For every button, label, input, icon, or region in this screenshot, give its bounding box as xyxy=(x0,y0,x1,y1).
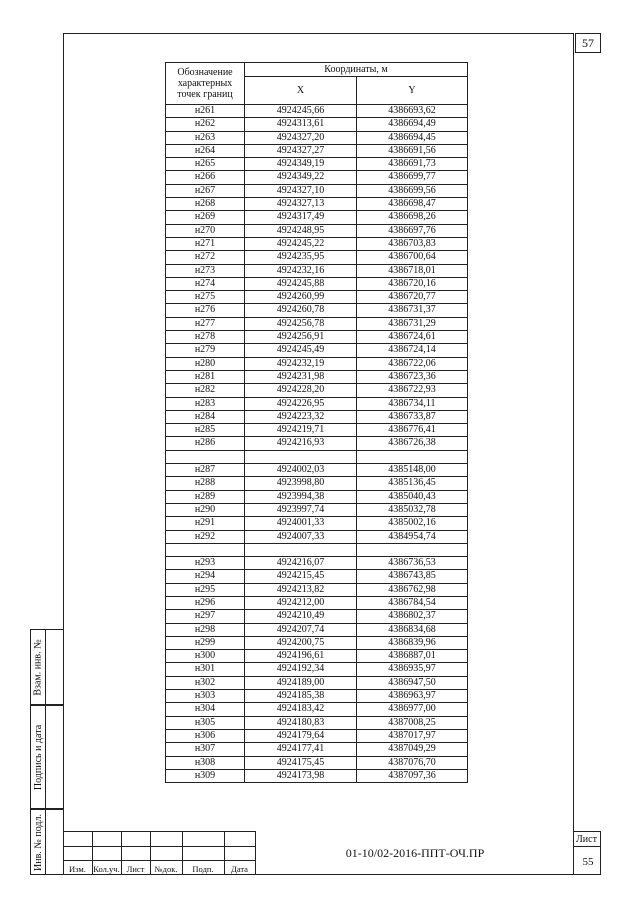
point-name-cell: н270 xyxy=(166,224,245,237)
table-row xyxy=(166,676,468,689)
point-name-cell: н266 xyxy=(166,171,245,184)
y-cell: 4386834,68 xyxy=(357,623,468,636)
y-cell: 4386718,01 xyxy=(357,264,468,277)
side-stamp-inv-podl xyxy=(30,809,63,875)
y-cell: 4386697,76 xyxy=(357,224,468,237)
x-cell: 4924180,83 xyxy=(245,716,357,729)
point-name-cell: н286 xyxy=(166,437,245,450)
point-name-cell: н263 xyxy=(166,131,245,144)
table-row xyxy=(166,370,468,383)
side-stamp-podpis xyxy=(30,705,63,809)
x-cell: 4924235,95 xyxy=(245,251,357,264)
point-name-cell: н306 xyxy=(166,729,245,742)
x-cell: 4924207,74 xyxy=(245,623,357,636)
point-name-cell: н285 xyxy=(166,424,245,437)
point-name-cell: н301 xyxy=(166,663,245,676)
table-row xyxy=(166,144,468,157)
table-row xyxy=(166,503,468,516)
point-name-cell: н300 xyxy=(166,650,245,663)
y-cell: 4385148,00 xyxy=(357,464,468,477)
x-cell: 4924327,20 xyxy=(245,131,357,144)
table-row xyxy=(166,264,468,277)
table-row xyxy=(166,557,468,570)
table-row xyxy=(166,410,468,423)
point-name-cell: н304 xyxy=(166,703,245,716)
y-cell: 4387008,25 xyxy=(357,716,468,729)
point-name-cell: н274 xyxy=(166,277,245,290)
point-name-cell: н273 xyxy=(166,264,245,277)
point-name-cell xyxy=(166,543,245,556)
table-row xyxy=(166,530,468,543)
y-cell: 4385002,16 xyxy=(357,517,468,530)
sheet-number: 55 xyxy=(582,856,594,868)
x-cell: 4924313,61 xyxy=(245,118,357,131)
point-name-cell: н292 xyxy=(166,530,245,543)
table-row xyxy=(166,317,468,330)
table-row xyxy=(166,344,468,357)
y-cell: 4386733,87 xyxy=(357,410,468,423)
table-row xyxy=(166,517,468,530)
x-cell: 4924248,95 xyxy=(245,224,357,237)
y-cell: 4386699,56 xyxy=(357,184,468,197)
x-cell: 4923998,80 xyxy=(245,477,357,490)
table-row xyxy=(166,397,468,410)
y-cell: 4386726,38 xyxy=(357,437,468,450)
table-row xyxy=(166,105,468,118)
table-row xyxy=(166,636,468,649)
y-cell xyxy=(357,450,468,463)
point-name-cell: н272 xyxy=(166,251,245,264)
point-name-cell: н282 xyxy=(166,384,245,397)
document-code: 01-10/02-2016-ППТ-ОЧ.ПР xyxy=(345,846,485,860)
point-name-cell: н291 xyxy=(166,517,245,530)
point-name-cell: н265 xyxy=(166,158,245,171)
y-cell: 4386947,50 xyxy=(357,676,468,689)
x-cell: 4924196,61 xyxy=(245,650,357,663)
point-name-cell: н264 xyxy=(166,144,245,157)
x-cell: 4924216,07 xyxy=(245,557,357,570)
table-row xyxy=(166,251,468,264)
table-row xyxy=(166,118,468,131)
y-cell: 4386703,83 xyxy=(357,237,468,250)
table-row xyxy=(166,703,468,716)
table-row xyxy=(166,663,468,676)
coordinates-table xyxy=(165,62,468,783)
y-cell: 4386691,56 xyxy=(357,144,468,157)
x-cell: 4924349,19 xyxy=(245,158,357,171)
table-row xyxy=(166,304,468,317)
table-row xyxy=(166,583,468,596)
x-cell: 4924183,42 xyxy=(245,703,357,716)
point-name-cell: н279 xyxy=(166,344,245,357)
point-name-cell: н262 xyxy=(166,118,245,131)
tb-label-izm: Изм. xyxy=(69,864,86,874)
y-cell: 4386691,73 xyxy=(357,158,468,171)
x-cell: 4924215,45 xyxy=(245,570,357,583)
table-row xyxy=(166,464,468,477)
y-cell: 4386700,64 xyxy=(357,251,468,264)
table-row xyxy=(166,277,468,290)
y-cell: 4386694,45 xyxy=(357,131,468,144)
x-cell: 4924327,27 xyxy=(245,144,357,157)
y-cell: 4386977,00 xyxy=(357,703,468,716)
table-row xyxy=(166,198,468,211)
y-cell: 4386935,97 xyxy=(357,663,468,676)
table-row xyxy=(166,237,468,250)
x-cell: 4924245,88 xyxy=(245,277,357,290)
x-cell: 4924189,00 xyxy=(245,676,357,689)
x-cell: 4924223,32 xyxy=(245,410,357,423)
table-row xyxy=(166,437,468,450)
x-cell: 4924260,99 xyxy=(245,291,357,304)
point-name-cell: н297 xyxy=(166,610,245,623)
coordinates-table-body xyxy=(166,105,468,783)
table-row xyxy=(166,596,468,609)
table-row xyxy=(166,291,468,304)
x-cell: 4924260,78 xyxy=(245,304,357,317)
y-cell: 4385032,78 xyxy=(357,503,468,516)
point-name-cell: н303 xyxy=(166,690,245,703)
y-cell: 4387017,97 xyxy=(357,729,468,742)
table-row xyxy=(166,543,468,556)
table-row xyxy=(166,224,468,237)
point-name-cell: н295 xyxy=(166,583,245,596)
x-cell xyxy=(245,543,357,556)
x-cell: 4924256,78 xyxy=(245,317,357,330)
y-cell: 4386734,11 xyxy=(357,397,468,410)
table-row xyxy=(166,610,468,623)
y-cell: 4386720,77 xyxy=(357,291,468,304)
y-cell: 4387049,29 xyxy=(357,743,468,756)
point-name-cell: н271 xyxy=(166,237,245,250)
side-label-inv-podl: Инв. № подл. xyxy=(33,813,45,871)
sheet-box-divider xyxy=(574,846,601,847)
tb-label-ndok: №док. xyxy=(154,864,178,874)
table-row xyxy=(166,490,468,503)
y-cell: 4386731,37 xyxy=(357,304,468,317)
table-row xyxy=(166,477,468,490)
table-row xyxy=(166,424,468,437)
y-cell: 4386724,14 xyxy=(357,344,468,357)
point-name-cell: н281 xyxy=(166,370,245,383)
y-cell: 4386693,62 xyxy=(357,105,468,118)
x-cell: 4923997,74 xyxy=(245,503,357,516)
y-cell: 4386694,49 xyxy=(357,118,468,131)
x-cell xyxy=(245,450,357,463)
point-name-cell: н288 xyxy=(166,477,245,490)
point-name-cell: н269 xyxy=(166,211,245,224)
y-cell: 4386723,36 xyxy=(357,370,468,383)
point-name-cell: н296 xyxy=(166,596,245,609)
table-row xyxy=(166,357,468,370)
y-cell: 4386776,41 xyxy=(357,424,468,437)
point-name-cell: н277 xyxy=(166,317,245,330)
table-row xyxy=(166,729,468,742)
x-cell: 4924228,20 xyxy=(245,384,357,397)
y-cell: 4386784,54 xyxy=(357,596,468,609)
y-cell: 4386839,96 xyxy=(357,636,468,649)
point-name-cell: н289 xyxy=(166,490,245,503)
point-name-cell: н305 xyxy=(166,716,245,729)
y-cell: 4386720,16 xyxy=(357,277,468,290)
point-name-cell: н287 xyxy=(166,464,245,477)
x-cell: 4924177,41 xyxy=(245,743,357,756)
point-name-cell: н280 xyxy=(166,357,245,370)
x-cell: 4924185,38 xyxy=(245,690,357,703)
side-label-podpis-data: Подпись и дата xyxy=(33,724,44,790)
point-name-cell: н299 xyxy=(166,636,245,649)
y-cell: 4386887,01 xyxy=(357,650,468,663)
table-row xyxy=(166,570,468,583)
table-row xyxy=(166,743,468,756)
table-row xyxy=(166,756,468,769)
y-cell: 4384954,74 xyxy=(357,530,468,543)
point-name-cell: н268 xyxy=(166,198,245,211)
x-cell: 4924245,66 xyxy=(245,105,357,118)
table-row xyxy=(166,131,468,144)
header-y: Y xyxy=(357,77,468,105)
y-cell: 4386722,06 xyxy=(357,357,468,370)
point-name-cell: н267 xyxy=(166,184,245,197)
point-name-cell: н309 xyxy=(166,769,245,782)
y-cell: 4386762,98 xyxy=(357,583,468,596)
table-row xyxy=(166,769,468,782)
y-cell: 4386698,47 xyxy=(357,198,468,211)
table-row xyxy=(166,171,468,184)
y-cell: 4386802,37 xyxy=(357,610,468,623)
tb-label-kol-uch: Кол.уч. xyxy=(93,864,120,874)
x-cell: 4923994,38 xyxy=(245,490,357,503)
point-name-cell xyxy=(166,450,245,463)
y-cell: 4386698,26 xyxy=(357,211,468,224)
table-row xyxy=(166,450,468,463)
x-cell: 4924327,13 xyxy=(245,198,357,211)
tb-label-list: Лист xyxy=(126,864,145,874)
point-name-cell: н298 xyxy=(166,623,245,636)
x-cell: 4924349,22 xyxy=(245,171,357,184)
header-coordinates: Координаты, м xyxy=(245,63,468,77)
x-cell: 4924231,98 xyxy=(245,370,357,383)
side-label-vzam-inv: Взам. инв. № xyxy=(33,638,45,696)
point-name-cell: н276 xyxy=(166,304,245,317)
y-cell: 4386736,53 xyxy=(357,557,468,570)
table-row xyxy=(166,331,468,344)
point-name-cell: н278 xyxy=(166,331,245,344)
x-cell: 4924179,64 xyxy=(245,729,357,742)
y-cell: 4386724,61 xyxy=(357,331,468,344)
page-number-top: 57 xyxy=(575,33,601,53)
x-cell: 4924232,19 xyxy=(245,357,357,370)
point-name-cell: н307 xyxy=(166,743,245,756)
x-cell: 4924245,22 xyxy=(245,237,357,250)
x-cell: 4924173,98 xyxy=(245,769,357,782)
point-name-cell: н284 xyxy=(166,410,245,423)
y-cell: 4386699,77 xyxy=(357,171,468,184)
x-cell: 4924210,49 xyxy=(245,610,357,623)
side-stamp-vzam xyxy=(30,629,63,705)
point-name-cell: н293 xyxy=(166,557,245,570)
point-name-cell: н283 xyxy=(166,397,245,410)
x-cell: 4924002,03 xyxy=(245,464,357,477)
y-cell: 4386743,85 xyxy=(357,570,468,583)
y-cell: 4386731,29 xyxy=(357,317,468,330)
point-name-cell: н294 xyxy=(166,570,245,583)
x-cell: 4924226,95 xyxy=(245,397,357,410)
table-row xyxy=(166,650,468,663)
tb-label-podp: Подп. xyxy=(192,864,214,874)
y-cell: 4386722,93 xyxy=(357,384,468,397)
y-cell: 4387097,36 xyxy=(357,769,468,782)
header-point-name: Обозначение характерных точек границ xyxy=(166,63,245,105)
table-row xyxy=(166,716,468,729)
x-cell: 4924001,33 xyxy=(245,517,357,530)
table-row xyxy=(166,158,468,171)
x-cell: 4924200,75 xyxy=(245,636,357,649)
point-name-cell: н275 xyxy=(166,291,245,304)
point-name-cell: н302 xyxy=(166,676,245,689)
x-cell: 4924327,10 xyxy=(245,184,357,197)
x-cell: 4924007,33 xyxy=(245,530,357,543)
x-cell: 4924245,49 xyxy=(245,344,357,357)
y-cell: 4387076,70 xyxy=(357,756,468,769)
sheet-label: Лист xyxy=(576,834,597,845)
table-row xyxy=(166,184,468,197)
x-cell: 4924256,91 xyxy=(245,331,357,344)
table-row xyxy=(166,211,468,224)
y-cell: 4385136,45 xyxy=(357,477,468,490)
x-cell: 4924192,34 xyxy=(245,663,357,676)
x-cell: 4924212,00 xyxy=(245,596,357,609)
table-row xyxy=(166,384,468,397)
table-row xyxy=(166,690,468,703)
y-cell: 4385040,43 xyxy=(357,490,468,503)
x-cell: 4924219,71 xyxy=(245,424,357,437)
x-cell: 4924216,93 xyxy=(245,437,357,450)
point-name-cell: н308 xyxy=(166,756,245,769)
tb-label-data: Дата xyxy=(231,864,248,874)
header-x: X xyxy=(245,77,357,105)
x-cell: 4924213,82 xyxy=(245,583,357,596)
x-cell: 4924232,16 xyxy=(245,264,357,277)
point-name-cell: н290 xyxy=(166,503,245,516)
point-name-cell: н261 xyxy=(166,105,245,118)
table-row xyxy=(166,623,468,636)
x-cell: 4924317,49 xyxy=(245,211,357,224)
y-cell xyxy=(357,543,468,556)
x-cell: 4924175,45 xyxy=(245,756,357,769)
y-cell: 4386963,97 xyxy=(357,690,468,703)
